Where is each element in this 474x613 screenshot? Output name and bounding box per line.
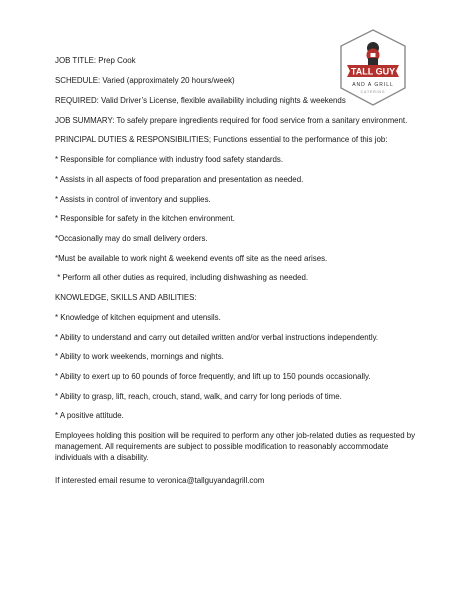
duty-item: * Responsible for compliance with industry food safety standards. — [55, 155, 284, 164]
duties-heading: PRINCIPAL DUTIES & RESPONSIBILITIES; Functions essential to the performance of this job: — [55, 135, 388, 144]
tall-guy-logo — [339, 29, 407, 107]
skill-item: * Ability to grasp, lift, reach, crouch, stand, walk, and carry for long periods of time. — [55, 392, 342, 401]
duty-item: * Assists in control of inventory and supplies. — [55, 195, 211, 204]
skill-item: * Ability to exert up to 60 pounds of force frequently, and lift up to 150 pounds occasionally. — [55, 372, 371, 381]
job-summary: JOB SUMMARY: To safely prepare ingredients required for food service from a sanitary environment. — [55, 116, 408, 125]
contact-line: If interested email resume to veronica@tallguyandagrill.com — [55, 476, 265, 485]
logo-tagline-text: AND A GRILL — [352, 82, 394, 88]
skill-item: * Ability to understand and carry out detailed written and/or verbal instructions independently. — [55, 333, 379, 342]
logo-brand-text: TALL GUY — [350, 66, 396, 77]
duty-item: *Occasionally may do small delivery orders. — [55, 234, 208, 243]
logo-sub-text: CATERING — [360, 90, 386, 94]
duty-item: * Assists in all aspects of food preparation and presentation as needed. — [55, 175, 304, 184]
duty-item: * Responsible for safety in the kitchen environment. — [55, 214, 235, 223]
skills-heading: KNOWLEDGE, SKILLS AND ABILITIES: — [55, 293, 197, 302]
closing-paragraph: Employees holding this position will be required to perform any other job-related duties as requested by management. All requirements are subject to possible modification to reasonably accommodate individuals with a disability. — [55, 431, 416, 463]
schedule-line: SCHEDULE: Varied (approximately 20 hours/week) — [55, 76, 235, 85]
duty-item: *Must be available to work night & weekend events off site as the need arises. — [55, 254, 328, 263]
logo-chef-figure — [367, 42, 380, 67]
skill-item: * Ability to work weekends, mornings and nights. — [55, 352, 224, 361]
skill-item: * Knowledge of kitchen equipment and utensils. — [55, 313, 221, 322]
skill-item: * A positive attitude. — [55, 411, 124, 420]
job-title: JOB TITLE: Prep Cook — [55, 56, 136, 65]
duty-item: * Perform all other duties as required, including dishwashing as needed. — [55, 273, 309, 282]
required-line: REQUIRED: Valid Driver’s License, flexible availability including nights & weekends — [55, 96, 346, 105]
